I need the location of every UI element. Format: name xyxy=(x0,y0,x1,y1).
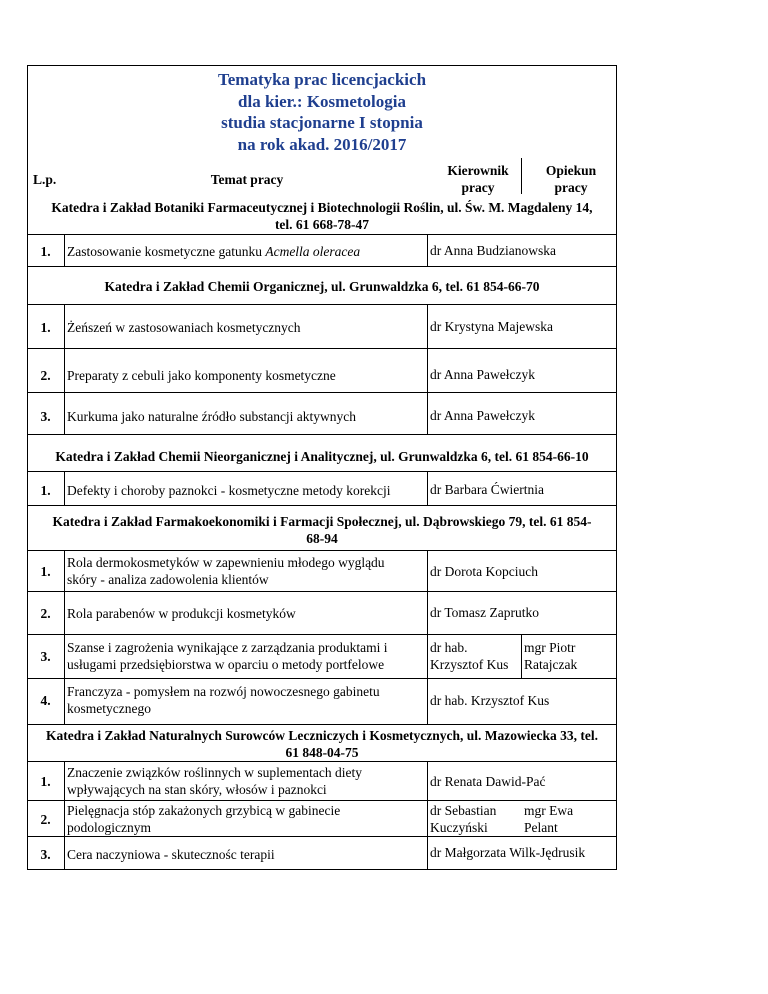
row-number: 3. xyxy=(40,847,51,862)
column-topic: Temat pracy xyxy=(210,172,284,187)
topic-italic-text: Acmella oleracea xyxy=(265,244,361,259)
border-left xyxy=(27,65,28,870)
guardian-cell xyxy=(524,802,573,836)
topic-line: Pielęgnacja stóp zakażonych grzybicą w gabinecie xyxy=(67,803,341,818)
col-divider xyxy=(427,304,428,434)
title-line: na rok akad. 2016/2017 xyxy=(237,134,407,154)
row-separator xyxy=(27,550,617,551)
supervisor-cell: dr Anna Budzianowska xyxy=(430,243,556,258)
border-bottom xyxy=(27,869,617,870)
supervisor-line: dr Sebastian xyxy=(430,803,497,818)
row-separator xyxy=(27,634,617,635)
topic-cell: Preparaty z cebuli jako komponenty kosmetyczne xyxy=(67,368,336,383)
title-line: studia stacjonarne I stopnia xyxy=(221,113,423,132)
topic-cell xyxy=(67,802,340,836)
row-separator xyxy=(27,678,617,679)
guardian-line: Pelant xyxy=(524,820,558,835)
topic-line: Znaczenie związków roślinnych w suplementach diety xyxy=(67,765,363,780)
supervisor-cell xyxy=(430,639,508,673)
row-separator xyxy=(27,800,617,801)
row-separator xyxy=(27,234,617,235)
topic-cell: Żeńszeń w zastosowaniach kosmetycznych xyxy=(67,320,301,335)
supervisor-cell: dr hab. Krzysztof Kus xyxy=(430,693,550,708)
section-header-line: Katedra i Zakład Farmakoekonomiki i Farmacji Społecznej, ul. Dąbrowskiego 79, tel. 61 854- xyxy=(52,514,592,529)
row-number: 2. xyxy=(40,606,51,621)
row-separator xyxy=(27,304,617,305)
col-divider xyxy=(427,550,428,724)
supervisor-cell: dr Barbara Ćwiertnia xyxy=(430,482,544,497)
supervisor-cell: dr Krystyna Majewska xyxy=(430,319,553,334)
col-divider xyxy=(427,471,428,505)
row-separator xyxy=(27,761,617,762)
topic-line: kosmetycznego xyxy=(67,701,151,716)
row-separator xyxy=(27,505,617,506)
topic-line: wpływających na stan skóry, włosów i paznokci xyxy=(67,782,327,797)
section-header-line: Katedra i Zakład Naturalnych Surowców Leczniczych i Kosmetycznych, ul. Mazowiecka 33, tel. xyxy=(45,728,599,743)
column-lp: L.p. xyxy=(33,172,57,187)
supervisor-cell: dr Anna Pawełczyk xyxy=(430,367,535,382)
topic-line: podologicznym xyxy=(67,820,151,835)
topic-cell: Rola parabenów w produkcji kosmetyków xyxy=(67,606,296,621)
row-number: 3. xyxy=(40,409,51,424)
supervisor-cell: dr Anna Pawełczyk xyxy=(430,408,535,423)
col-divider xyxy=(427,761,428,869)
row-separator xyxy=(27,591,617,592)
supervisor-line: Kuczyński xyxy=(430,820,488,835)
topics-table xyxy=(27,65,617,869)
section-header xyxy=(30,727,614,761)
row-separator xyxy=(27,836,617,837)
column-supervisor-line1: Kierownik xyxy=(447,163,509,178)
row-number: 3. xyxy=(40,649,51,664)
row-separator xyxy=(27,348,617,349)
supervisor-cell: dr Dorota Kopciuch xyxy=(430,564,538,579)
row-number: 1. xyxy=(40,564,51,579)
row-separator xyxy=(27,266,617,267)
topic-cell xyxy=(67,764,362,798)
topic-line: usługami przedsiębiorstwa w oparciu o metody portfelowe xyxy=(67,657,385,672)
column-guardian-line1: Opiekun xyxy=(545,163,597,178)
col-divider xyxy=(64,471,65,505)
section-header-line: 68-94 xyxy=(306,531,338,546)
row-number: 1. xyxy=(40,483,51,498)
supervisor-line: Krzysztof Kus xyxy=(430,657,509,672)
topic-cell: Kurkuma jako naturalne źródło substancji aktywnych xyxy=(67,409,357,424)
row-number: 1. xyxy=(40,244,51,259)
supervisor-cell xyxy=(430,802,496,836)
col-divider xyxy=(64,550,65,724)
col-divider xyxy=(427,234,428,266)
section-header-line: tel. 61 668-78-47 xyxy=(274,217,370,232)
supervisor-line: dr hab. xyxy=(430,640,468,655)
supervisor-cell: dr Małgorzata Wilk-Jędrusik xyxy=(430,845,586,860)
topic-line: Franczyza - pomysłem na rozwój nowoczesnego gabinetu xyxy=(67,684,380,699)
row-number: 2. xyxy=(40,812,51,827)
guardian-cell xyxy=(524,639,577,673)
supervisor-cell: dr Tomasz Zaprutko xyxy=(430,605,540,620)
section-header-line: 61 848-04-75 xyxy=(285,745,359,760)
section-header-line: Katedra i Zakład Chemii Nieorganicznej i Analitycznej, ul. Grunwaldzka 6, tel. 61 854-66-10 xyxy=(55,449,589,464)
section-header xyxy=(30,199,614,233)
title-line: Tematyka prac licencjackich xyxy=(217,70,427,89)
topic-text: Zastosowanie kosmetyczne gatunku xyxy=(67,244,262,259)
header-col-divider xyxy=(521,158,522,194)
column-supervisor-line2: pracy xyxy=(461,180,495,195)
col-divider xyxy=(521,634,522,678)
section-header xyxy=(30,448,614,465)
section-header-line: Katedra i Zakład Chemii Organicznej, ul. Grunwaldzka 6, tel. 61 854-66-70 xyxy=(104,279,540,294)
row-separator xyxy=(27,724,617,725)
topic-cell xyxy=(67,683,380,717)
topic-cell xyxy=(67,554,385,588)
topic-line: skóry - analiza zadowolenia klientów xyxy=(67,572,269,587)
title-line: dla kier.: Kosmetologia xyxy=(238,91,406,111)
topic-cell xyxy=(67,243,360,260)
topic-line: Rola dermokosmetyków w zapewnieniu młodego wyglądu xyxy=(67,555,385,570)
guardian-line: Ratajczak xyxy=(524,657,578,672)
guardian-line: mgr Piotr xyxy=(524,640,576,655)
section-header xyxy=(30,513,614,547)
row-separator xyxy=(27,434,617,435)
topic-line: Szanse i zagrożenia wynikające z zarządzania produktami i xyxy=(67,640,388,655)
row-number: 1. xyxy=(40,774,51,789)
supervisor-cell: dr Renata Dawid-Pać xyxy=(430,774,546,789)
column-guardian-line2: pracy xyxy=(554,180,588,195)
col-divider xyxy=(64,761,65,869)
row-separator xyxy=(27,392,617,393)
row-number: 4. xyxy=(40,693,51,708)
border-top xyxy=(27,65,617,66)
section-header-line: Katedra i Zakład Botaniki Farmaceutycznej i Biotechnologii Roślin, ul. Św. M. Magdaleny 14, xyxy=(51,200,593,215)
row-number: 1. xyxy=(40,320,51,335)
topic-cell xyxy=(67,639,387,673)
col-divider xyxy=(64,304,65,434)
topic-cell: Defekty i choroby paznokci - kosmetyczne metody korekcji xyxy=(67,483,391,498)
row-number: 2. xyxy=(40,368,51,383)
guardian-line: mgr Ewa xyxy=(524,803,574,818)
topic-cell: Cera naczyniowa - skutecznośc terapii xyxy=(67,847,275,862)
row-separator xyxy=(27,471,617,472)
section-header xyxy=(30,278,614,295)
page-title xyxy=(27,69,617,155)
col-divider xyxy=(64,234,65,266)
